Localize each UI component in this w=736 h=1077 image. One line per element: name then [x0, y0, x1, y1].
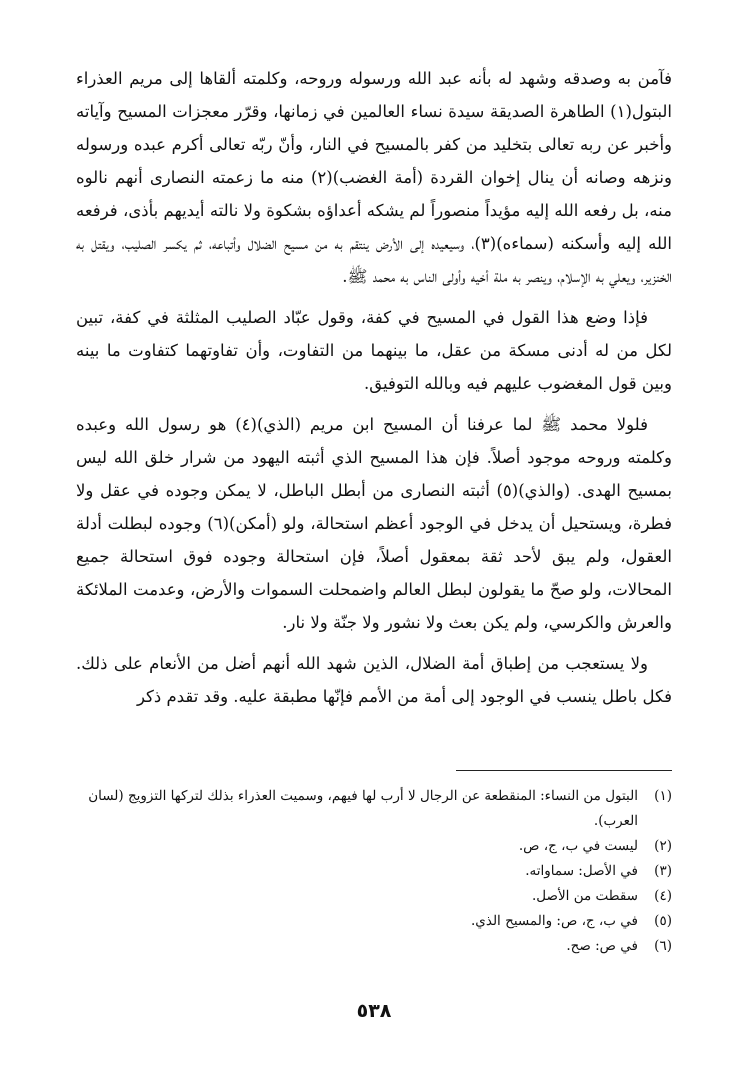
footnote-text: في ص: صح. [566, 938, 638, 954]
footnote-separator [456, 770, 672, 771]
footnote-1 [76, 784, 672, 834]
book-page [76, 62, 672, 1062]
footnote-4 [76, 884, 672, 909]
footnote-text: في الأصل: سماواته. [525, 863, 638, 879]
paragraph-3: فلولا محمد ﷺ لما عرفنا أن المسيح ابن مريم (الذي)(٤) هو رسول الله وعبده وكلمته وروحه موجود أصلاً. فإن هذا المسيح الذي أثبته اليهود من شرار خلق الله ليس بمسيح الهدى. (والذي)(٥) أثبته النصارى من أبطل الباطل، لا يمكن وجوده في عقل ولا فطرة، ويستحيل أن يدخل في الوجود أعظم استحالة، ولو (أمكن)(٦) وجوده لبطلت أدلة العقول، ولم يبق لأحد ثقة بمعقول أصلاً، فإن استحالة وجوده فوق استحالة جميع المحالات، ولو صحّ ما يقولون لبطل العالم واضمحلت السموات والأرض، وعدمت الملائكة والعرش والكرسي، ولم يكن بعث ولا نشور ولا جنّة ولا نار. [76, 415, 673, 632]
footnote-text: ليست في ب، ج، ص. [518, 838, 638, 854]
paragraph-1: فآمن به وصدقه وشهد له بأنه عبد الله ورسوله وروحه، وكلمته ألقاها إلى مريم العذراء البتول(١) الطاهرة الصديقة سيدة نساء العالمين في زمانها، وقرّر معجزات المسيح وآياته وأخبر عن ربه تعالى بتخليد من كفر بالمسيح في النار، وأنّ ربّه تعالى أكرم عبده ورسوله ونزهه وصانه أن ينال إخوان القردة (أمة الغضب)(٢) منه ما زعمته النصارى أنهم نالوه منه، بل رفعه الله إليه مؤيداً منصوراً لم يشكه أعداؤه بشكوة ولا نالته أيديهم بأذى، فرفعه الله إليه وأسكنه (سماءه)(٣)، وسيعيده إلى الأرض ينتقم به من مسيح الضلال وأتباعه، ثم يكسر الصليب، ويقتل به الخنزير، ويعلي به الإسلام، وينصر به ملة أخيه وأولى الناس به محمد ﷺ. [76, 69, 673, 286]
footnote-2 [76, 834, 672, 859]
paragraph-4: ولا يستعجب من إطباق أمة الضلال، الذين شهد الله أنهم أضل من الأنعام على ذلك. فكل باطل ينسب في الوجود إلى أمة من الأمم فإنّها مطبقة عليه. وقد تقدم ذكر [76, 654, 672, 706]
footnote-6 [76, 934, 672, 959]
footnote-text: في ب، ج، ص: والمسيح الذي. [471, 913, 638, 929]
page-number: ٥٣٨ [356, 1000, 392, 1022]
footnote-text: سقطت من الأصل. [532, 888, 638, 904]
footnote-number: (٣) [654, 863, 672, 879]
footnote-number: (٥) [654, 913, 672, 929]
footnote-number: (٤) [654, 888, 672, 904]
paragraph-2: فإذا وضع هذا القول في المسيح في كفة، وقول عبّاد الصليب المثلثة في كفة، تبين لكل من له أدنى مسكة من عقل، ما بينهما من التفاوت، وأن تفاوتهما كتفاوت ما بينه وبين قول المغضوب عليهم فيه وبالله التوفيق. [76, 308, 672, 393]
footnote-5 [76, 909, 672, 934]
footnote-number: (٢) [654, 838, 672, 854]
footnotes [76, 784, 672, 959]
footnote-3 [76, 859, 672, 884]
footnote-text: البتول من النساء: المنقطعة عن الرجال لا أرب لها فيهم، وسميت العذراء بذلك لتركها التزويج (لسان العرب). [88, 788, 638, 829]
footnote-number: (٦) [654, 938, 672, 954]
main-text [76, 62, 672, 713]
footnote-number: (١) [654, 788, 672, 804]
